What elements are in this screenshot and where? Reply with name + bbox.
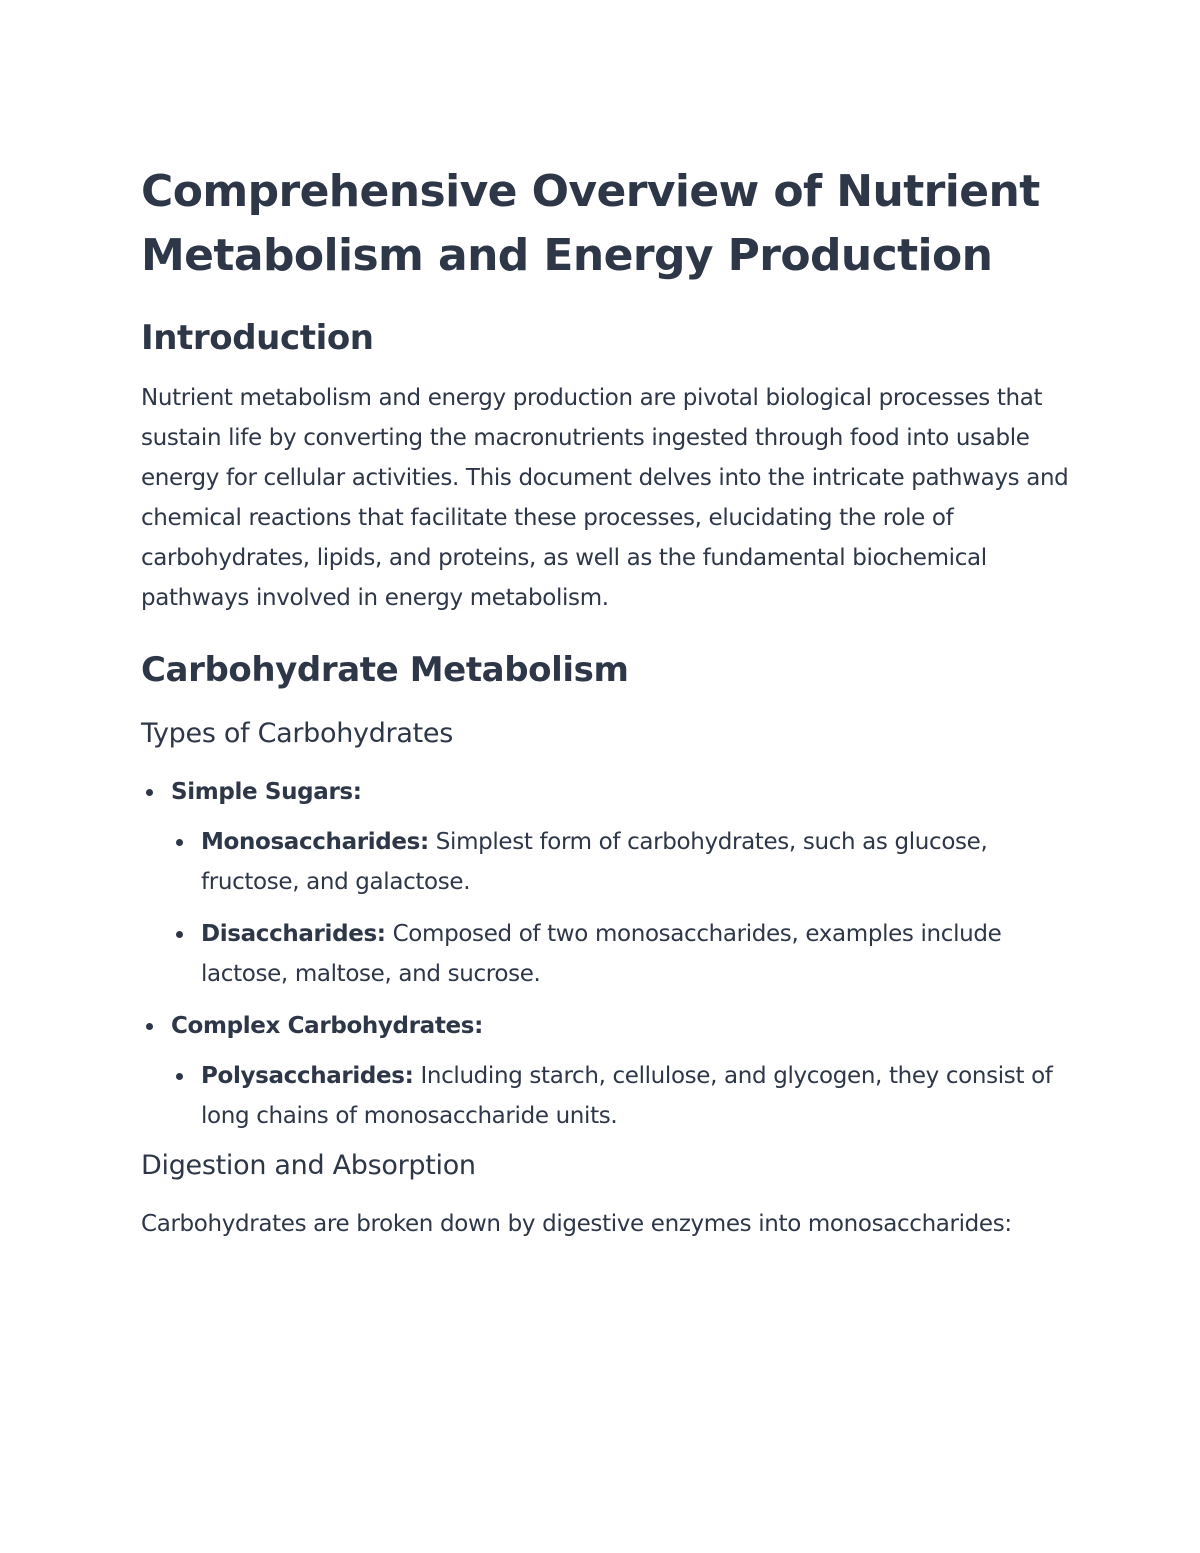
introduction-paragraph: Nutrient metabolism and energy production are pivotal biological processes that sustain life by converting the macronutrients ingested through food into usable energy for cellular activities. This document delves into the intricate pathways and chemical reactions that facilitate these processes, elucidating the role of carbohydrates, lipids, and proteins, as well as the fundamental biochemical pathways involved in energy metabolism. [141, 385, 1069, 611]
list-item-label: Simple Sugars: [171, 779, 362, 805]
list-item-label: Complex Carbohydrates: [171, 1013, 483, 1039]
carbohydrate-metabolism-heading: Carbohydrate Metabolism [141, 650, 629, 690]
simple-sugars-sublist [171, 822, 1071, 994]
list-item-complex-carbohydrates [171, 1006, 1071, 1136]
introduction-heading: Introduction [141, 318, 374, 358]
list-item-monosaccharides [201, 822, 1071, 902]
carbohydrate-types-list [141, 772, 1071, 1136]
list-item-label: Polysaccharides: [201, 1063, 414, 1089]
list-item-text: Including starch, cellulose, and glycogen, they consist of long chains of monosaccharide units. [201, 1063, 1053, 1129]
document-title: Comprehensive Overview of Nutrient Metabolism and Energy Production [141, 166, 1040, 281]
list-item-text: Composed of two monosaccharides, examples include lactose, maltose, and sucrose. [201, 921, 1002, 987]
complex-carbohydrates-sublist [171, 1056, 1071, 1136]
list-item-disaccharides [201, 914, 1071, 994]
list-item-polysaccharides [201, 1056, 1071, 1136]
types-of-carbohydrates-heading: Types of Carbohydrates [141, 718, 453, 749]
list-item-text: Simplest form of carbohydrates, such as glucose, fructose, and galactose. [201, 829, 988, 895]
digestion-paragraph: Carbohydrates are broken down by digestive enzymes into monosaccharides: [141, 1211, 1012, 1237]
digestion-and-absorption-heading: Digestion and Absorption [141, 1150, 476, 1181]
list-item-label: Monosaccharides: [201, 829, 429, 855]
document-page [141, 160, 1071, 1244]
list-item-simple-sugars [171, 772, 1071, 994]
list-item-label: Disaccharides: [201, 921, 386, 947]
